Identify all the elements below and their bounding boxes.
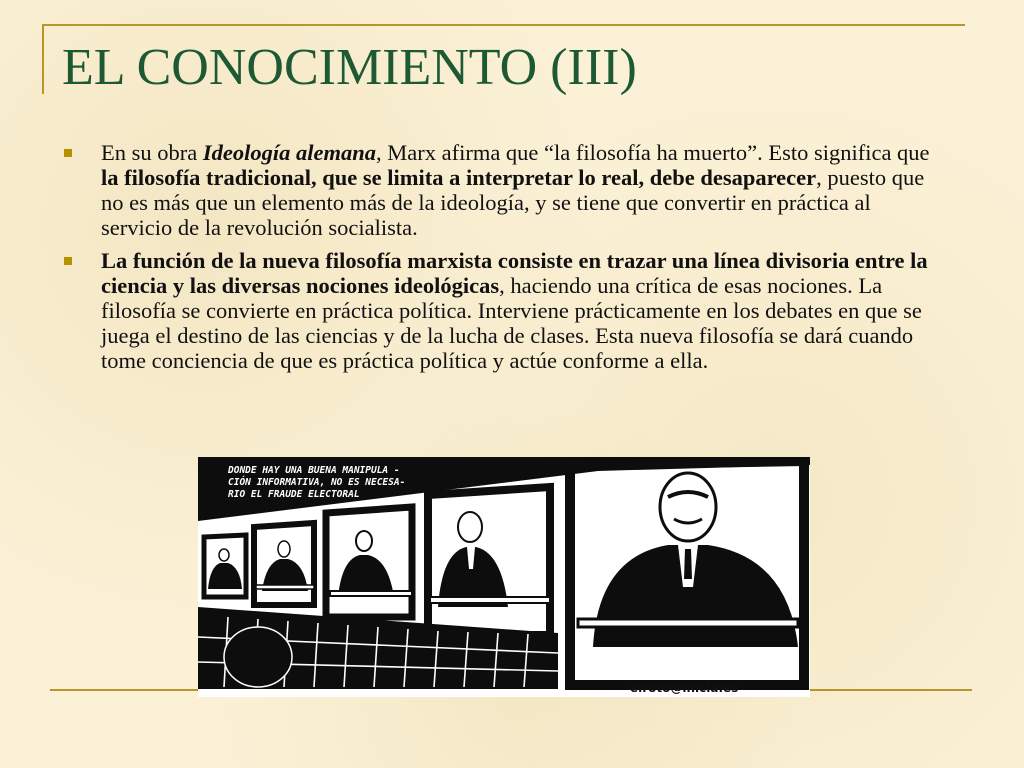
slide-title: EL CONOCIMIENTO (III) [62,39,637,96]
cartoon-caption-line-1: DONDE HAY UNA BUENA MANIPULA - [228,465,400,476]
bullet-1-text-b: , Marx afirma que “la filosofía ha muerto”. Esto significa que [375,140,930,165]
cartoon-caption-line-3: RIO EL FRAUDE ELECTORAL [228,489,360,500]
cartoon-caption-line-2: CIÓN INFORMATIVA, NO ES NECESA- [228,477,406,488]
square-bullet-icon [64,149,72,157]
bullet-item-2 [62,248,942,373]
bullet-2-emphasis: La función de la nueva filosofía marxista consiste en trazar una línea divisoria entre la ciencia y las diversas nociones ideológicas [101,248,928,298]
bullet-1-text-a: En su obra [101,140,203,165]
top-rule [42,24,965,26]
book-title: Ideología alemana [202,140,376,165]
square-bullet-icon [64,257,72,265]
bullet-1-emphasis: la filosofía tradicional, que se limita a interpretar lo real, debe desaparecer [101,165,817,190]
bullet-item-1 [62,140,942,240]
cartoon-credit: elroto@inicia.es [630,681,739,695]
bullet-1-text-c: , puesto que no es más que un elemento más de la ideología, y se tiene que convertir en práctica al servicio de la revolución socialista. [101,165,925,240]
left-rule [42,24,44,94]
cartoon-image [198,457,810,697]
cartoon-drawing [198,457,810,697]
bullet-2-text: , haciendo una crítica de esas nociones. La filosofía se convierte en práctica política. Interviene prácticamente en los debates en que se juega el destino de las ciencias y de la lucha de clases. Esta nueva filosofía se dará cuando tome conciencia de que es práctica política y actúe conforme a ella. [101,273,922,373]
bullet-list [62,140,942,381]
